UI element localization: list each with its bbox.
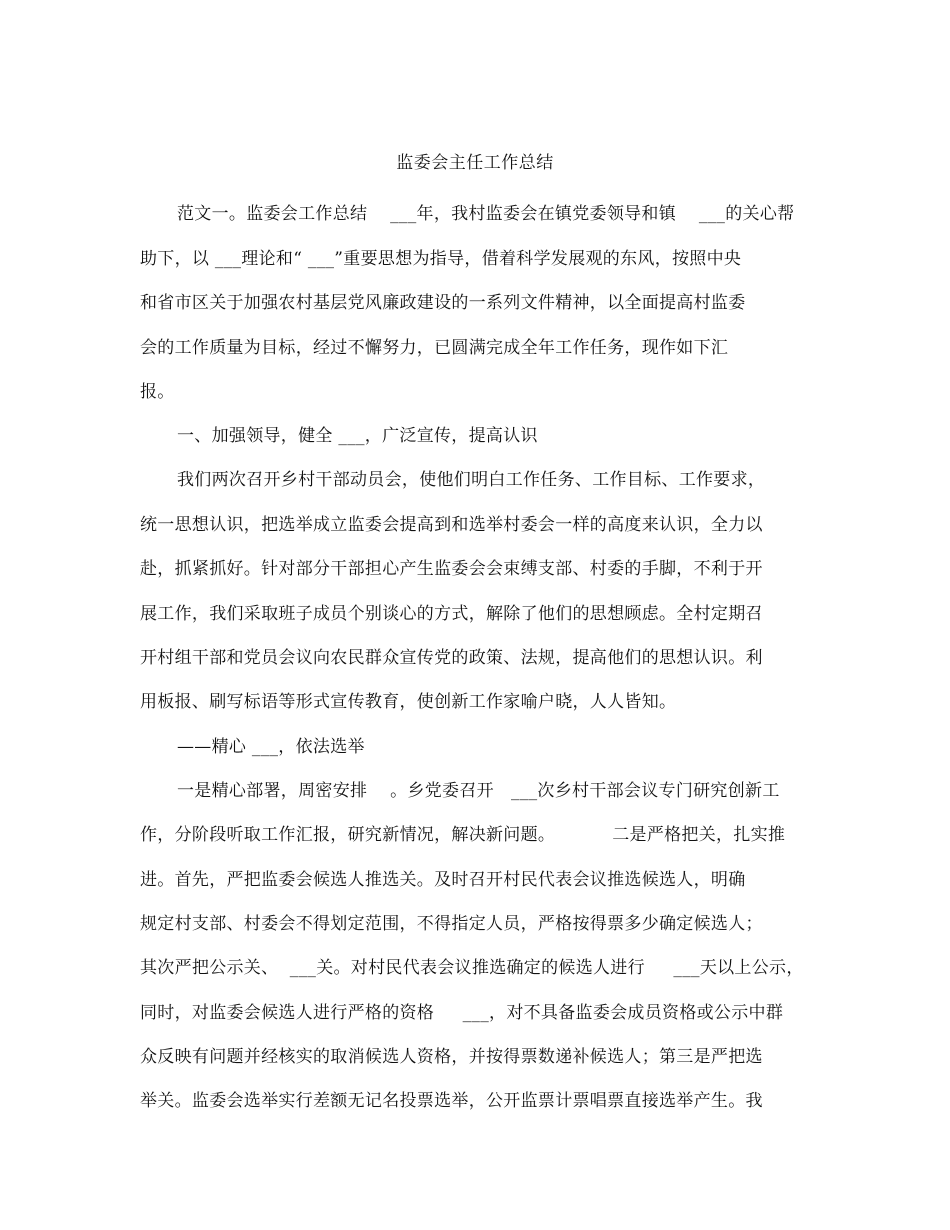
paragraph-line: 举关。监委会选举实行差额无记名投票选举，公开监票计票唱票直接选举产生。我 bbox=[140, 1091, 763, 1111]
paragraph-line: 和省市区关于加强农村基层党风廉政建设的一系列文件精神，以全面提高村监委 bbox=[140, 293, 746, 313]
document-title: 监委会主任工作总结 bbox=[396, 153, 554, 173]
section-heading: ——精心 ___，依法选举 bbox=[177, 737, 365, 757]
paragraph-line: 助下，以 ___理论和“ ___”重要思想为指导，借着科学发展观的东风，按照中央 bbox=[140, 249, 742, 269]
paragraph-line: 进。首先，严把监委会候选人推选关。及时召开村民代表会议推选候选人，明确 bbox=[140, 870, 746, 890]
paragraph-line: 用板报、刷写标语等形式宣传教育，使创新工作家喻户晓，人人皆知。 bbox=[140, 692, 677, 712]
paragraph-line: 展工作，我们采取班子成员个别谈心的方式，解除了他们的思想顾虑。全村定期召 bbox=[140, 604, 763, 624]
section-heading: 一、加强领导，健全 ___，广泛宣传，提高认识 bbox=[177, 426, 538, 446]
paragraph-line: 开村组干部和党员会议向农民群众宣传党的政策、法规，提高他们的思想认识。利 bbox=[140, 648, 763, 668]
paragraph-line: 众反映有问题并经核实的取消候选人资格，并按得票数递补候选人；第三是严把选 bbox=[140, 1047, 763, 1067]
paragraph-line: 报。 bbox=[140, 382, 175, 402]
paragraph-line: 规定村支部、村委会不得划定范围，不得指定人员，严格按得票多少确定候选人； bbox=[140, 914, 763, 934]
paragraph-line: 同时，对监委会候选人进行严格的资格 ___，对不具备监委会成员资格或公示中群 bbox=[140, 1003, 784, 1023]
paragraph-line: 统一思想认识，把选举成立监委会提高到和选举村委会一样的高度来认识，全力以 bbox=[140, 515, 763, 535]
paragraph-line: 会的工作质量为目标，经过不懈努力，已圆满完成全年工作任务，现作如下汇 bbox=[140, 338, 729, 358]
paragraph-line: 范文一。监委会工作总结 ___年，我村监委会在镇党委领导和镇 ___的关心帮 bbox=[177, 204, 795, 224]
paragraph-line: 赴，抓紧抓好。针对部分干部担心产生监委会会束缚支部、村委的手脚，不利于开 bbox=[140, 559, 763, 579]
paragraph-line: 我们两次召开乡村干部动员会，使他们明白工作任务、工作目标、工作要求， bbox=[177, 470, 766, 490]
paragraph-line: 作，分阶段听取工作汇报，研究新情况，解决新问题。 二是严格把关，扎实推 bbox=[140, 825, 786, 845]
paragraph-line: 一是精心部署，周密安排 。乡党委召开 ___次乡村干部会议专门研究创新工 bbox=[177, 781, 780, 801]
paragraph-line: 其次严把公示关、 ___关。对村民代表会议推选确定的候选人进行 ___天以上公示， bbox=[140, 958, 804, 978]
